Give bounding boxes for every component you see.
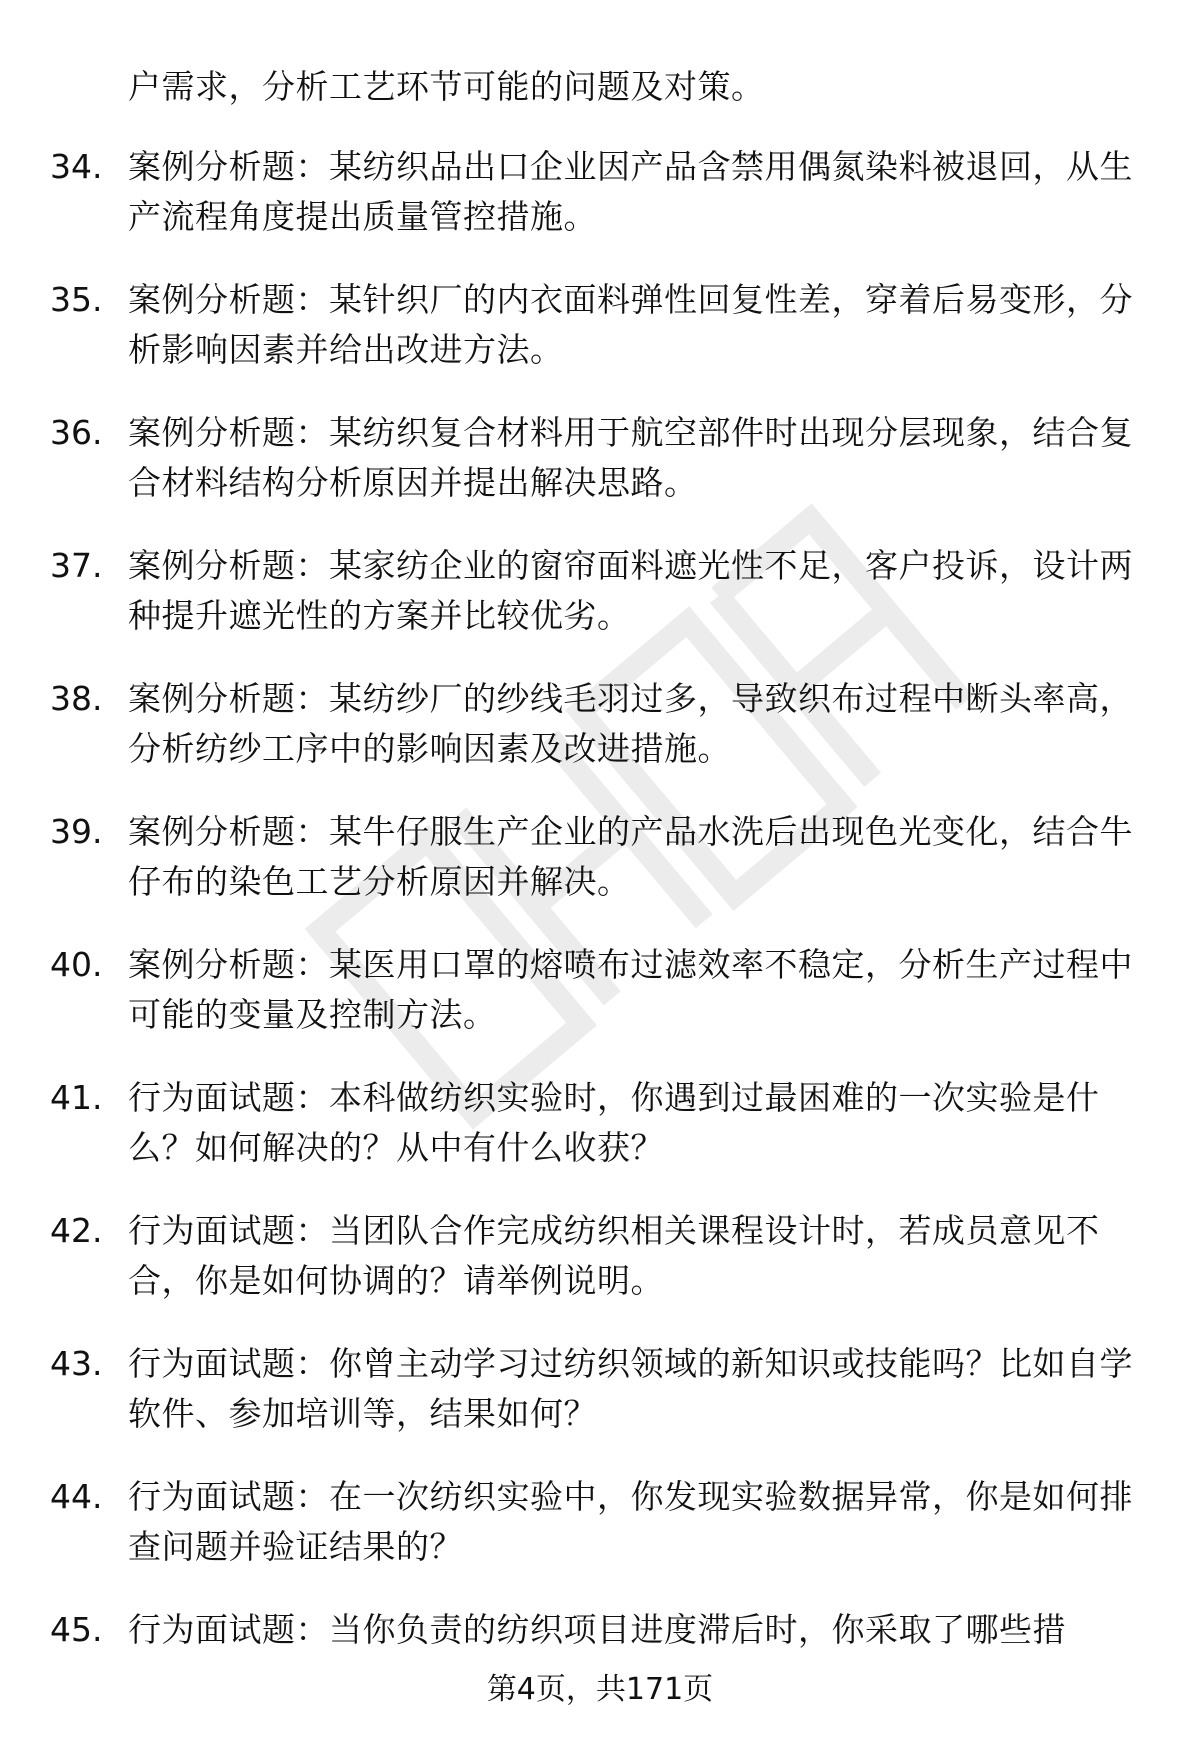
question-number: 37.	[50, 546, 103, 585]
question-number: 40.	[50, 945, 103, 984]
question-number: 42.	[50, 1211, 103, 1250]
question-item	[0, 674, 1200, 807]
question-text: 案例分析题：某纺织品出口企业因产品含禁用偶氮染料被退回，从生产流程角度提出质量管控措施。	[128, 147, 1133, 236]
question-text: 行为面试题：当你负责的纺织项目进度滞后时，你采取了哪些措	[128, 1610, 1066, 1649]
question-text: 案例分析题：某纺织复合材料用于航空部件时出现分层现象，结合复合材料结构分析原因并提出解决思路。	[128, 413, 1133, 502]
question-text: 案例分析题：某家纺企业的窗帘面料遮光性不足，客户投诉，设计两种提升遮光性的方案并比较优劣。	[128, 546, 1133, 635]
question-item	[0, 142, 1200, 275]
question-text: 案例分析题：某医用口罩的熔喷布过滤效率不稳定，分析生产过程中可能的变量及控制方法。	[128, 945, 1133, 1034]
question-item	[0, 1472, 1200, 1605]
question-text: 案例分析题：某牛仔服生产企业的产品水洗后出现色光变化，结合牛仔布的染色工艺分析原因并解决。	[128, 812, 1133, 901]
question-item	[0, 275, 1200, 408]
page-footer: 第4页，共171页	[486, 1672, 714, 1707]
question-number: 35.	[50, 280, 103, 319]
question-list	[0, 142, 1200, 1738]
question-item	[0, 1073, 1200, 1206]
question-item	[0, 1339, 1200, 1472]
question-text: 行为面试题：你曾主动学习过纺织领域的新知识或技能吗？比如自学软件、参加培训等，结果如何？	[128, 1344, 1133, 1433]
question-number: 43.	[50, 1344, 103, 1383]
question-text: 行为面试题：当团队合作完成纺织相关课程设计时，若成员意见不合，你是如何协调的？请举例说明。	[128, 1211, 1100, 1300]
question-text: 案例分析题：某纺纱厂的纱线毛羽过多，导致织布过程中断头率高，分析纺纱工序中的影响因素及改进措施。	[128, 679, 1133, 768]
continuation-line: 户需求，分析工艺环节可能的问题及对策。	[128, 67, 765, 106]
question-number: 38.	[50, 679, 103, 718]
question-number: 39.	[50, 812, 103, 851]
question-number: 44.	[50, 1477, 103, 1516]
question-text: 案例分析题：某针织厂的内衣面料弹性回复性差，穿着后易变形，分析影响因素并给出改进方法。	[128, 280, 1133, 369]
question-number: 34.	[50, 147, 103, 186]
question-number: 36.	[50, 413, 103, 452]
question-text: 行为面试题：在一次纺织实验中，你发现实验数据异常，你是如何排查问题并验证结果的？	[128, 1477, 1133, 1566]
question-number: 45.	[50, 1610, 103, 1649]
question-item	[0, 940, 1200, 1073]
question-item	[0, 408, 1200, 541]
question-item	[0, 1206, 1200, 1339]
question-text: 行为面试题：本科做纺织实验时，你遇到过最困难的一次实验是什么？如何解决的？从中有什么收获？	[128, 1078, 1100, 1167]
question-number: 41.	[50, 1078, 103, 1117]
question-item	[0, 541, 1200, 674]
question-item	[0, 807, 1200, 940]
